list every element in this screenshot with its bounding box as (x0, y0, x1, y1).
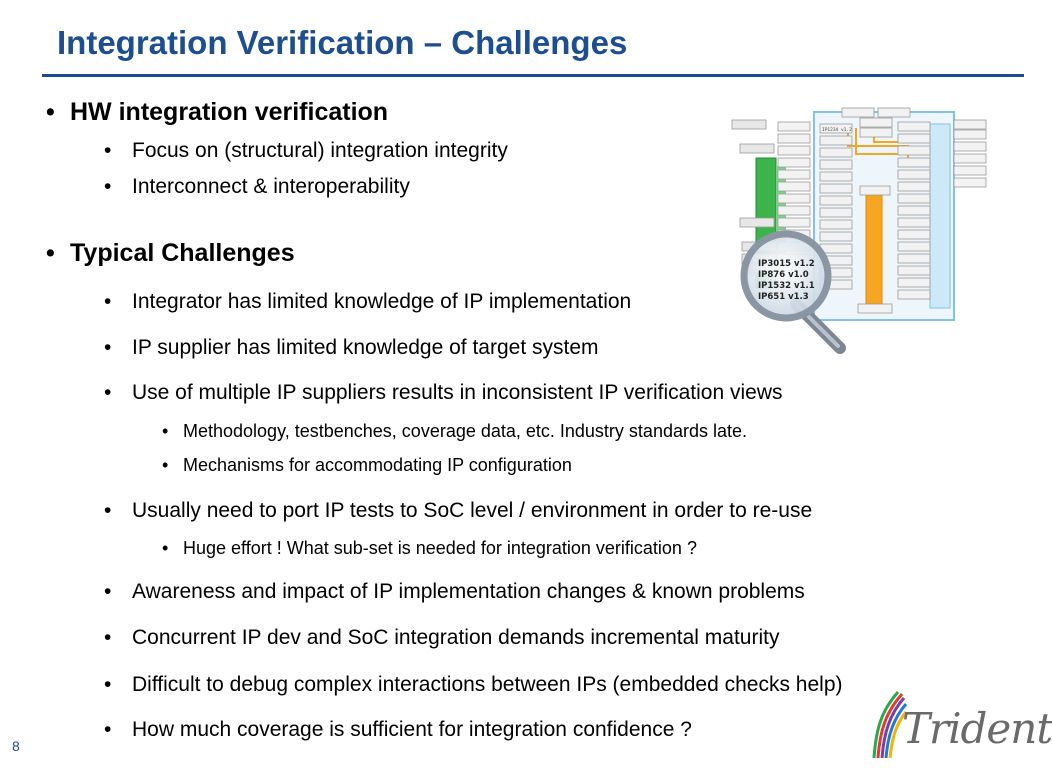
bullet-item (104, 580, 805, 604)
block-label: IP1234 v1.2 (822, 128, 852, 133)
bullet-text: IP supplier has limited knowledge of target system (132, 336, 599, 359)
bullet-item (104, 290, 632, 314)
lens-label: IP876 v1.0 (758, 270, 809, 280)
bullet-text: Methodology, testbenches, coverage data, etc. Industry standards late. (183, 421, 748, 441)
bullet-text: Huge effort ! What sub-set is needed for integration verification ? (183, 538, 697, 558)
bullet-item (104, 381, 783, 405)
bullet-marker: • (104, 718, 112, 741)
lens-label: IP3015 v1.2 (758, 259, 815, 269)
bullet-text: Awareness and impact of IP implementation changes & known problems (132, 580, 805, 603)
bullet-text: Typical Challenges (70, 239, 295, 267)
bullet-marker: • (104, 626, 112, 649)
bullet-text: Mechanisms for accommodating IP configuration (183, 455, 572, 475)
bullet-item (104, 718, 692, 742)
lens-label: IP651 v1.3 (758, 292, 809, 302)
trident-logo-text: Trident (902, 704, 1052, 753)
bullet-marker: • (104, 673, 112, 696)
bullet-marker: • (104, 580, 112, 603)
bullet-item (46, 98, 389, 127)
bullet-item (104, 626, 780, 650)
bullet-text: Concurrent IP dev and SoC integration demands incremental maturity (132, 626, 780, 649)
bullet-marker: • (104, 175, 112, 198)
bullet-item (104, 336, 599, 360)
bullet-marker: • (46, 239, 55, 267)
soc-magnifier-graphic (728, 106, 998, 376)
title-divider (42, 74, 1024, 77)
bullet-item (104, 139, 508, 163)
bullet-text: Integrator has limited knowledge of IP implementation (132, 290, 632, 313)
bullet-item (162, 538, 697, 559)
bullet-marker: • (104, 499, 112, 522)
bullet-item (162, 455, 572, 476)
ip-blocks-column-3 (898, 122, 930, 299)
bullet-marker: • (104, 290, 112, 313)
bullet-marker: • (162, 538, 169, 558)
lens-label: IP1532 v1.1 (758, 281, 815, 291)
bullet-marker: • (162, 455, 169, 475)
page-number: 8 (12, 738, 20, 754)
ip-block-bottom (858, 304, 892, 313)
bullet-text: Interconnect & interoperability (132, 175, 410, 198)
bullet-item (104, 175, 410, 199)
dma-bus (866, 192, 882, 304)
bullet-text: Use of multiple IP suppliers results in inconsistent IP verification views (132, 381, 783, 404)
bullet-text: Focus on (structural) integration integrity (132, 139, 508, 162)
bullet-marker: • (162, 421, 169, 441)
bullet-text: Usually need to port IP tests to SoC level / environment in order to re-use (132, 499, 813, 522)
bullet-marker: • (104, 336, 112, 359)
bullet-item (104, 499, 813, 523)
bullet-item (104, 673, 843, 697)
bullet-text: How much coverage is sufficient for integration confidence ? (132, 718, 692, 741)
slide-title: Integration Verification – Challenges (57, 24, 628, 61)
ip-blocks-right (954, 120, 986, 187)
bullet-marker: • (104, 381, 112, 404)
bullet-text: Difficult to debug complex interactions between IPs (embedded checks help) (132, 673, 843, 696)
bullet-marker: • (104, 139, 112, 162)
bullet-text: HW integration verification (70, 98, 389, 126)
bullet-item (162, 421, 748, 442)
bullet-item (46, 239, 295, 268)
bus-bar (930, 124, 950, 308)
bullet-marker: • (46, 98, 55, 126)
